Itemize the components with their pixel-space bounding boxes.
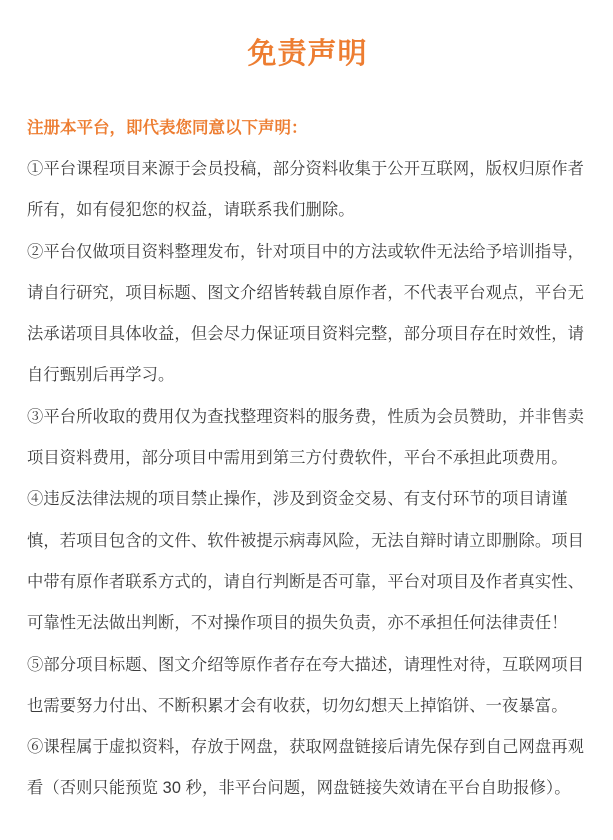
page-title: 免责声明 (247, 38, 368, 70)
disclaimer-paragraph-6: ⑥课程属于虚拟资料，存放于网盘，获取网盘链接后请先保存到自己网盘再观看（否则只能预览 30 秒，非平台问题，网盘链接失效请在平台自助报修）。 (27, 738, 584, 798)
disclaimer-paragraph-2: ②平台仅做项目资料整理发布，针对项目中的方法或软件无法给予培训指导，请自行研究，项目标题、图文介绍皆转载自原作者，不代表平台观点，平台无法承诺项目具体收益，但会尽力保证项目资料完整，部分项目存在时效性，请自行甄别后再学习。 (27, 242, 584, 385)
intro-statement: 注册本平台，即代表您同意以下声明： (27, 119, 308, 137)
disclaimer-paragraph-4: ④违反法律法规的项目禁止操作，涉及到资金交易、有支付环节的项目请谨慎，若项目包含的文件、软件被提示病毒风险，无法自辩时请立即删除。项目中带有原作者联系方式的，请自行判断是否可靠，平台对项目及作者真实性、可靠性无法做出判断，不对操作项目的损失负责，亦不承担任何法律责任！ (27, 490, 584, 633)
disclaimer-paragraph-1: ①平台课程项目来源于会员投稿，部分资料收集于公开互联网，版权归原作者所有，如有侵犯您的权益，请联系我们删除。 (27, 160, 584, 220)
disclaimer-body (27, 149, 588, 810)
disclaimer-paragraph-3: ③平台所收取的费用仅为查找整理资料的服务费，性质为会员赞助，并非售卖项目资料费用，部分项目中需用到第三方付费软件，平台不承担此项费用。 (27, 407, 584, 468)
disclaimer-paragraph-5: ⑤部分项目标题、图文介绍等原作者存在夸大描述，请理性对待，互联网项目也需要努力付出、不断积累才会有收获，切勿幻想天上掉馅饼、一夜暴富。 (27, 655, 584, 715)
